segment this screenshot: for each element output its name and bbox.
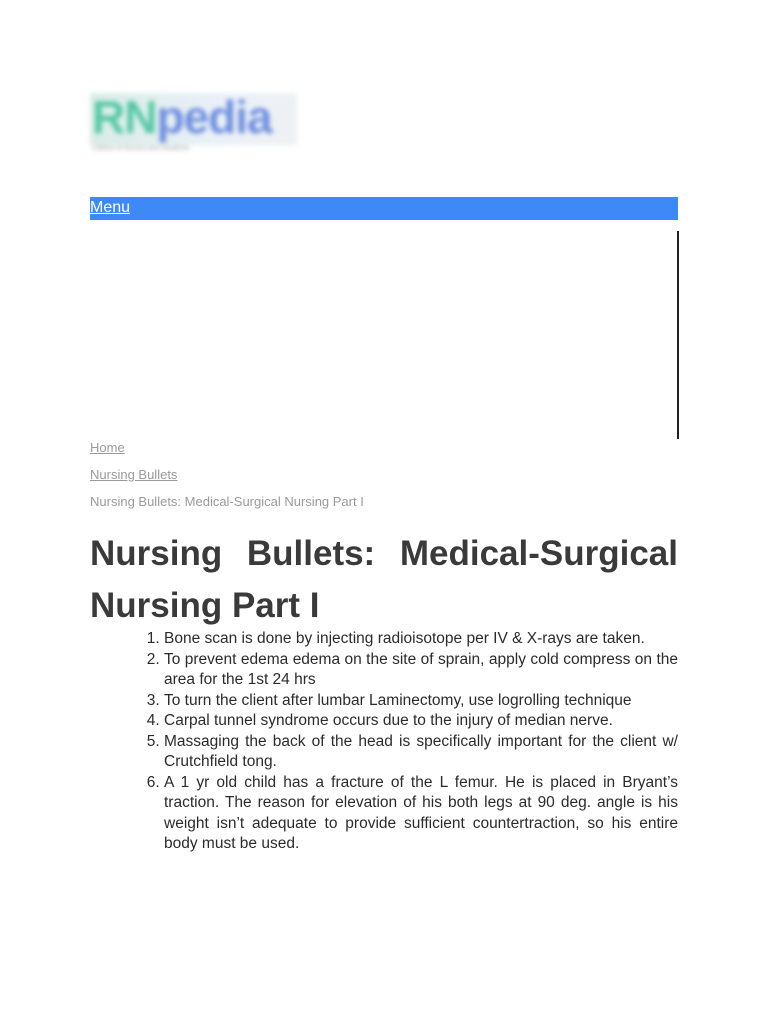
page-title: Nursing Bullets: Medical-Surgical Nursing Part I [90, 534, 678, 625]
breadcrumb-home[interactable]: Home [90, 440, 125, 455]
breadcrumb-nursing-bullets[interactable]: Nursing Bullets [90, 467, 178, 482]
logo-tagline: Lifeline of Nurses and Students [92, 145, 190, 152]
menu-bar [90, 197, 678, 220]
breadcrumb-current-page: Nursing Bullets: Medical-Surgical Nursing Part I [90, 494, 364, 509]
list-item: 2. To prevent edema edema on the site of sprain, apply cold compress on the area for the 1st 24 hrs [164, 650, 678, 691]
list-item: 5. Massaging the back of the head is specifically important for the client w/ Crutchfield tong. [164, 732, 678, 773]
ad-placeholder-divider [677, 231, 679, 439]
site-logo[interactable] [90, 93, 297, 158]
bullet-list [90, 629, 678, 855]
menu-button[interactable]: Menu [90, 199, 131, 216]
list-item: 6. A 1 yr old child has a fracture of the L femur. He is placed in Bryant’s traction. The reason for elevation of his both legs at 90 deg. angle is his weight isn’t adequate to provide sufficient countertraction, so his entire body must be used. [164, 773, 678, 855]
list-item: 4. Carpal tunnel syndrome occurs due to the injury of median nerve. [164, 711, 678, 732]
list-item: 1. Bone scan is done by injecting radioisotope per IV & X-rays are taken. [164, 629, 678, 650]
list-item: 3. To turn the client after lumbar Laminectomy, use logrolling technique [164, 691, 678, 712]
logo-wordmark: RNpedia [92, 91, 272, 143]
